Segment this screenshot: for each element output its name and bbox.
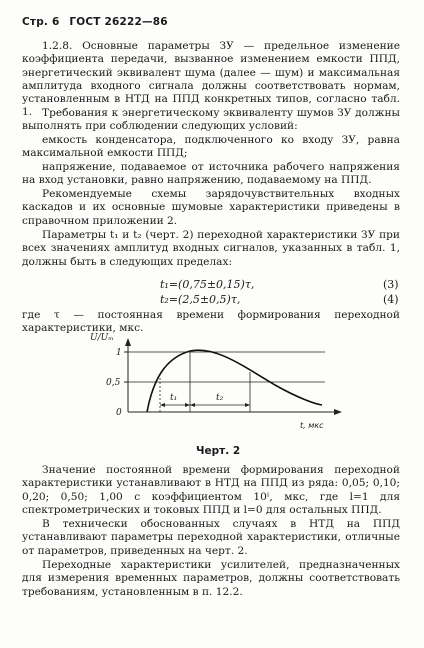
paragraph-noise-requirements: Требования к энергетическому эквиваленту шумов ЗУ должны выполнять при соблюдении следующих условий: [22, 107, 400, 133]
paragraph-tau-definition: где τ — постоянная времени формирования переходной характеристики, мкс. [22, 309, 400, 335]
page-number: Стр. 6 [22, 16, 60, 28]
paragraph-capacitor: емкость конденсатора, подключенного ко входу ЗУ, равна максимальной емкости ППД; [22, 134, 400, 160]
t1-arrow-right [185, 403, 190, 407]
y-axis-label: U/Uₘ [90, 333, 114, 343]
tick-label-0-5: 0,5 [106, 378, 121, 388]
equation-4-number: (4) [383, 293, 399, 306]
paragraph-justified-cases: В технически обоснованных случаях в НТД на ППД устанавливают параметры переходной характеристики, отличные от параметров, приведенных на черт. 2. [22, 518, 400, 557]
t2-arrow-left [190, 403, 195, 407]
x-axis-label: t, мкс [300, 421, 324, 430]
equation-4: t₂=(2,5±0,5)τ, [160, 293, 241, 306]
figure-caption: Черт. 2 [196, 445, 241, 457]
t1-label: t₁ [170, 393, 178, 403]
y-axis-arrow [125, 338, 131, 346]
paragraph-voltage: напряжение, подаваемое от источника рабочего напряжения на вход установки, равно напряжению, подаваемому на ППД. [22, 161, 400, 187]
tick-label-0: 0 [116, 408, 122, 418]
paragraph-1-2-8: 1.2.8. Основные параметры ЗУ — предельное изменение коэффициента передачи, вызванное изменением емкости ППД, энергетический эквивалент шума (далее — шум) и максимальная амплитуда входного сигнала должны соответствовать нормам, установленным в НТД на ППД конкретных типов, согласно табл. 1. [22, 40, 400, 119]
standard-code: ГОСТ 26222—86 [69, 16, 168, 28]
x-axis-arrow [334, 409, 342, 415]
t2-arrow-right [245, 403, 250, 407]
paragraph-amplifiers: Переходные характеристики усилителей, предназначенных для измерения временных параметров, должны соответствовать требованиям, установленным в п. 12.2. [22, 559, 400, 598]
paragraph-parameters: Параметры t₁ и t₂ (черт. 2) переходной характеристики ЗУ при всех значениях амплитуд входных сигналов, указанных в табл. 1, должны быть в следующих пределах: [22, 229, 400, 268]
equation-3: t₁=(0,75±0,15)τ, [160, 278, 255, 291]
paragraph-recommended-schemes: Рекомендуемые схемы зарядочувствительных входных каскадов и их основные шумовые характеристики приведены в справочном приложении 2. [22, 188, 400, 227]
paragraph-time-constant: Значение постоянной времени формирования переходной характеристики устанавливают в НТД на ППД из ряда: 0,05; 0,10; 0,20; 0,50; 1,00 с коэффициентом 10ˡ, мкс, где l=1 для спектрометрических и токовых ППД и l=0 для остальных ППД. [22, 464, 400, 516]
equation-3-number: (3) [383, 278, 399, 291]
t2-label: t₂ [216, 393, 224, 403]
tick-label-1: 1 [116, 348, 122, 358]
t1-arrow-left [160, 403, 165, 407]
